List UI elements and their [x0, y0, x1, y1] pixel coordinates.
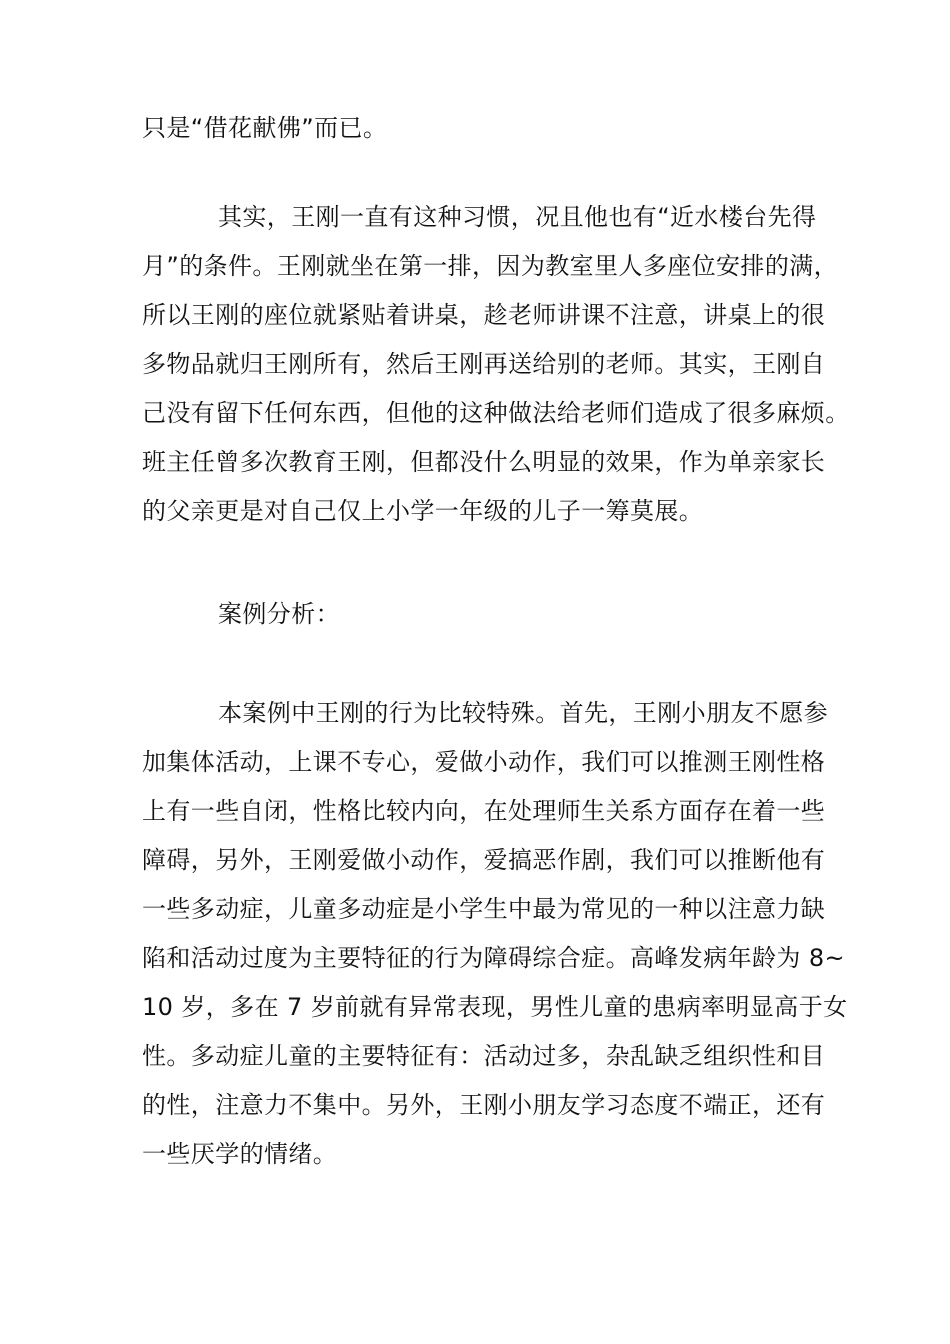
- text-line: 其实，王刚一直有这种习惯，况且他也有“近水楼台先得: [218, 203, 817, 231]
- text-line: 的性，注意力不集中。另外，王刚小朋友学习态度不端正，还有: [142, 1091, 826, 1119]
- paragraph-continuation: [142, 104, 832, 153]
- text-line: 月”的条件。王刚就坐在第一排，因为教室里人多座位安排的满，: [142, 252, 839, 280]
- text-line: 班主任曾多次教育王刚，但都没什么明显的效果，作为单亲家长: [142, 448, 826, 476]
- text-line: 加集体活动，上课不专心，爱做小动作，我们可以推测王刚性格: [142, 748, 826, 776]
- heading-line: 案例分析：: [218, 600, 340, 628]
- section-heading-case-analysis: [142, 590, 832, 639]
- text-line: 一些多动症，儿童多动症是小学生中最为常见的一种以注意力缺: [142, 895, 826, 923]
- text-line: 性。多动症儿童的主要特征有：活动过多，杂乱缺乏组织性和目: [142, 1042, 826, 1070]
- text-line: 所以王刚的座位就紧贴着讲桌，趁老师讲课不注意，讲桌上的很: [142, 301, 826, 329]
- text-line: 己没有留下任何东西，但他的这种做法给老师们造成了很多麻烦。: [142, 399, 850, 427]
- text-line: 本案例中王刚的行为比较特殊。首先，王刚小朋友不愿参: [218, 699, 828, 727]
- text-line: 陷和活动过度为主要特征的行为障碍综合症。高峰发病年龄为 8~: [142, 944, 846, 972]
- text-line: 10 岁，多在 7 岁前就有异常表现，男性儿童的患病率明显高于女: [142, 993, 848, 1021]
- text-line: 的父亲更是对自己仅上小学一年级的儿子一筹莫展。: [142, 497, 704, 525]
- text-line: 只是“借花献佛”而已。: [142, 114, 388, 142]
- paragraph-analysis: [142, 689, 848, 1179]
- text-line: 一些厌学的情绪。: [142, 1140, 338, 1168]
- text-line: 多物品就归王刚所有，然后王刚再送给别的老师。其实，王刚自: [142, 350, 826, 378]
- text-line: 上有一些自闭，性格比较内向，在处理师生关系方面存在着一些: [142, 797, 826, 825]
- text-line: 障碍，另外，王刚爱做小动作，爱搞恶作剧，我们可以推断他有: [142, 846, 826, 874]
- paragraph-habit-description: [142, 193, 850, 536]
